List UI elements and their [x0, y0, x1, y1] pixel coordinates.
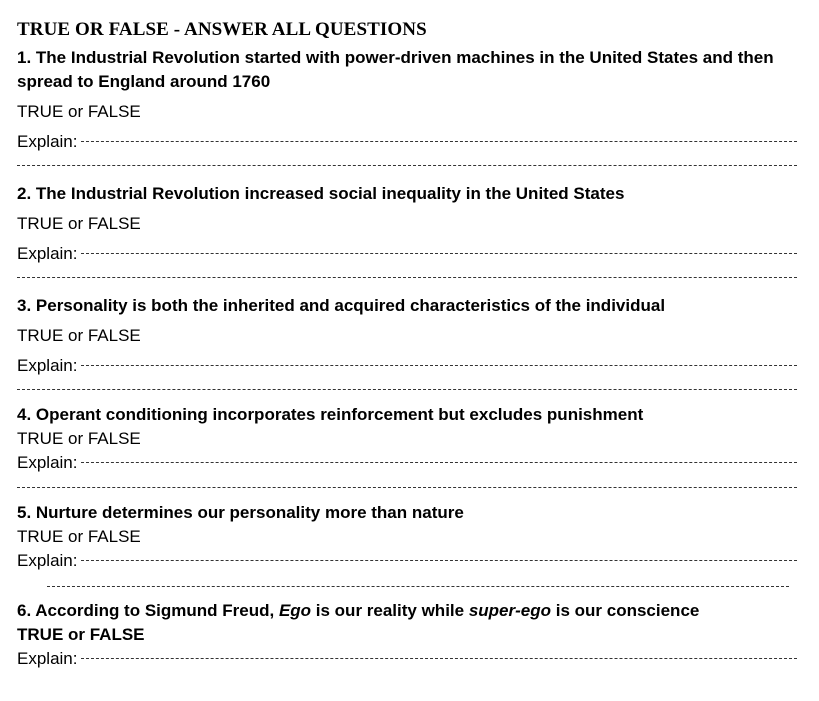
question-6-text-mid: is our reality while [311, 601, 469, 620]
question-4-explain [17, 451, 797, 475]
question-2 [17, 182, 797, 278]
question-1-true-false: TRUE or FALSE [17, 102, 141, 121]
question-3-explain [17, 354, 797, 378]
answer-line-continuation [17, 165, 797, 166]
explain-label: Explain: [17, 551, 78, 570]
question-5-text: 5. Nurture determines our personality more than nature [17, 503, 464, 522]
answer-line [81, 253, 797, 254]
answer-line-continuation [17, 277, 797, 278]
worksheet [17, 18, 797, 671]
worksheet-title: TRUE OR FALSE - ANSWER ALL QUESTIONS [17, 19, 427, 40]
question-3 [17, 294, 797, 390]
question-1-text: 1. The Industrial Revolution started with power-driven machines in the United States and then spread to England around 1760 [17, 48, 774, 91]
question-6-text [17, 599, 797, 623]
question-3-true-false: TRUE or FALSE [17, 326, 141, 345]
explain-label: Explain: [17, 453, 78, 472]
question-2-text: 2. The Industrial Revolution increased social inequality in the United States [17, 184, 625, 203]
question-5-explain [17, 549, 797, 573]
answer-line [81, 560, 797, 561]
question-6-explain [17, 647, 797, 671]
question-2-true-false: TRUE or FALSE [17, 214, 141, 233]
answer-line [81, 658, 797, 659]
explain-label: Explain: [17, 649, 78, 668]
question-6-superego: super-ego [468, 601, 552, 620]
question-5-true-false: TRUE or FALSE [17, 527, 141, 546]
answer-line [81, 141, 797, 142]
question-4-true-false: TRUE or FALSE [17, 429, 141, 448]
question-6-ego: Ego [278, 601, 312, 620]
answer-line [81, 462, 797, 463]
question-6-true-false: TRUE or FALSE [17, 625, 145, 644]
question-6 [17, 599, 797, 671]
question-5 [17, 501, 797, 587]
question-3-text: 3. Personality is both the inherited and acquired characteristics of the individual [17, 296, 666, 315]
answer-line-continuation [17, 389, 797, 390]
answer-line-continuation [17, 487, 797, 488]
answer-line [81, 365, 797, 366]
question-6-text-post: is our conscience [551, 601, 700, 620]
answer-line-continuation [47, 586, 789, 587]
question-2-explain [17, 242, 797, 266]
question-6-text-pre: 6. According to Sigmund Freud, [17, 601, 279, 620]
question-4 [17, 403, 797, 488]
question-1 [17, 46, 797, 166]
explain-label: Explain: [17, 132, 78, 151]
explain-label: Explain: [17, 244, 78, 263]
question-1-explain [17, 130, 797, 154]
question-4-text: 4. Operant conditioning incorporates reinforcement but excludes punishment [17, 405, 644, 424]
explain-label: Explain: [17, 356, 78, 375]
